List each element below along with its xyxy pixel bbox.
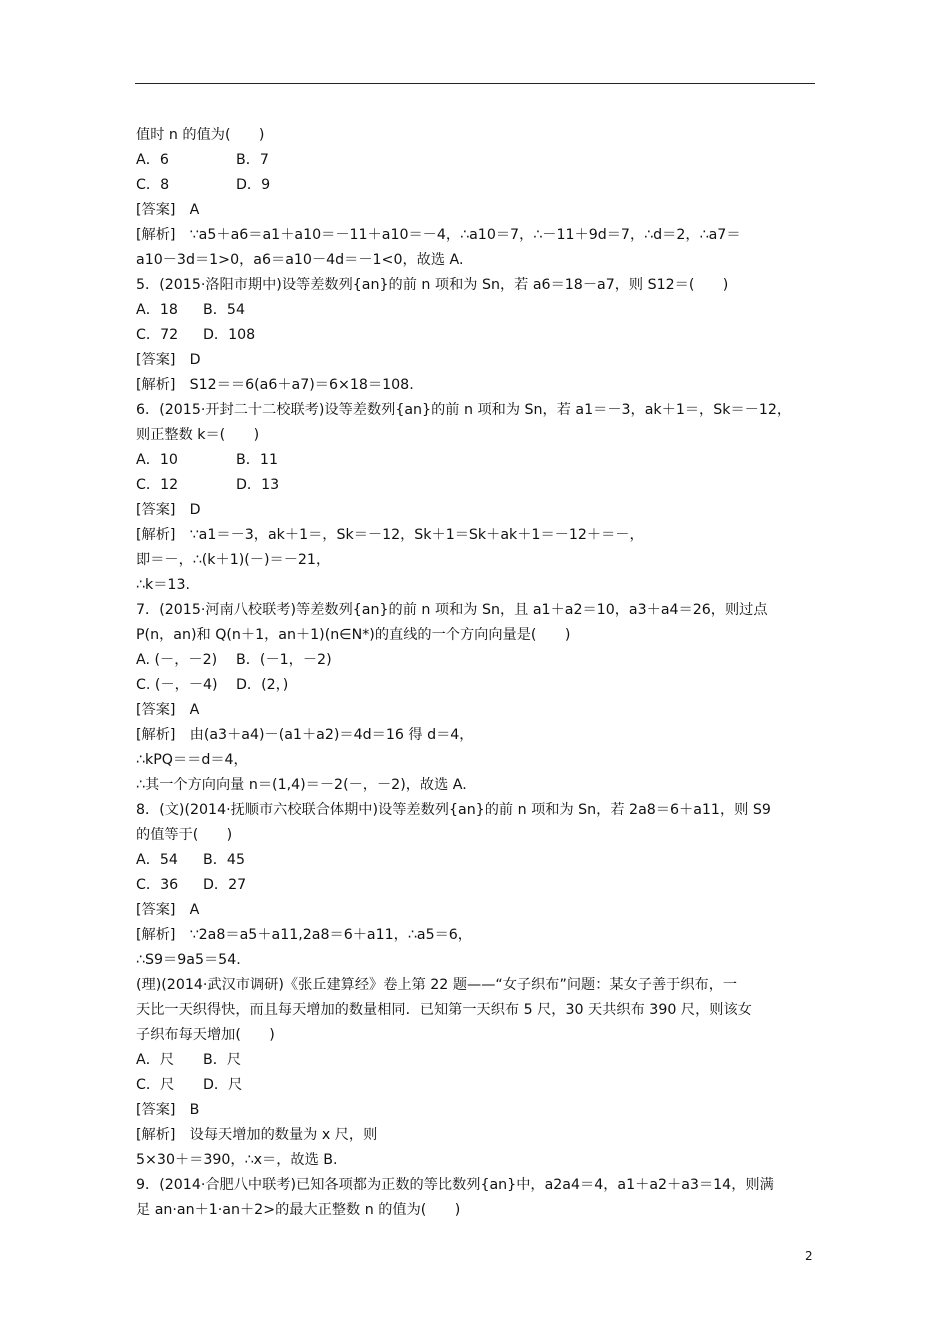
text-line: 5×30＋＝390，∴x＝，故选 B. xyxy=(136,1152,338,1168)
option-d: D．13 xyxy=(236,477,280,493)
option-a: A．54 xyxy=(136,852,178,868)
question-line: 9．(2014·合肥八中联考)已知各项都为正数的等比数列{an}中，a2a4＝4，a1＋a2＋a3＝14，则满 xyxy=(136,1177,774,1193)
question-line: 7．(2015·河南八校联考)等差数列{an}的前 n 项和为 Sn，且 a1＋a2＝10，a3＋a4＝26，则过点 xyxy=(136,602,768,618)
answer-line: [答案] A xyxy=(136,702,200,718)
analysis-line: [解析] S12＝＝6(a6＋a7)＝6×18＝108. xyxy=(136,377,414,393)
analysis-line: [解析] ∵2a8＝a5＋a11,2a8＝6＋a11，∴a5＝6， xyxy=(136,927,472,943)
text-line: ∴kPQ＝＝d＝4， xyxy=(136,752,248,768)
page-number: 2 xyxy=(805,1249,813,1263)
text-line: P(n，an)和 Q(n＋1，an＋1)(n∈N*)的直线的一个方向向量是( ) xyxy=(136,627,571,643)
options-row xyxy=(136,873,816,898)
option-a: A．尺 xyxy=(136,1052,175,1068)
page-content xyxy=(136,123,816,1223)
header-rule xyxy=(135,83,815,84)
text-line: ∴其一个方向向量 n＝(1,4)＝－2(－，－2)，故选 A. xyxy=(136,777,467,793)
answer-line: [答案] D xyxy=(136,352,201,368)
text-line: a10－3d＝1>0，a6＝a10－4d＝－1<0，故选 A. xyxy=(136,252,464,268)
text-line: 则正整数 k＝( ) xyxy=(136,427,260,443)
text-line: 天比一天织得快，而且每天增加的数量相同．已知第一天织布 5 尺，30 天共织布 390 尺，则该女 xyxy=(136,1002,752,1018)
options-row xyxy=(136,473,816,498)
option-b: B．7 xyxy=(236,152,269,168)
options-row xyxy=(136,148,816,173)
text-line: ∴k＝13. xyxy=(136,577,190,593)
text-line: 足 an·an＋1·an＋2>的最大正整数 n 的值为( ) xyxy=(136,1202,461,1218)
option-d: D．尺 xyxy=(203,1077,243,1093)
option-d: D．9 xyxy=(236,177,271,193)
question-line: 8．(文)(2014·抚顺市六校联合体期中)设等差数列{an}的前 n 项和为 Sn，若 2a8＝6＋a11，则 S9 xyxy=(136,802,771,818)
analysis-line: [解析] ∵a1＝－3，ak＋1＝，Sk＝－12，Sk＋1＝Sk＋ak＋1＝－12＋＝－， xyxy=(136,527,644,543)
analysis-line: [解析] 由(a3＋a4)－(a1＋a2)＝4d＝16 得 d＝4， xyxy=(136,727,474,743)
answer-line: [答案] A xyxy=(136,902,200,918)
option-a: A．6 xyxy=(136,152,169,168)
options-row xyxy=(136,848,816,873)
answer-line: [答案] D xyxy=(136,502,201,518)
options-row xyxy=(136,1073,816,1098)
answer-line: [答案] A xyxy=(136,202,200,218)
option-d: D．27 xyxy=(203,877,247,893)
options-row xyxy=(136,1048,816,1073)
option-a: A．18 xyxy=(136,302,178,318)
option-b: B．(－1，－2) xyxy=(236,652,332,668)
option-b: B．尺 xyxy=(203,1052,242,1068)
option-c: C．12 xyxy=(136,477,179,493)
option-d: D．(2，) xyxy=(236,677,289,693)
option-b: B．11 xyxy=(236,452,278,468)
options-row xyxy=(136,448,816,473)
option-c: C．8 xyxy=(136,177,170,193)
option-b: B．45 xyxy=(203,852,245,868)
option-c: C．72 xyxy=(136,327,179,343)
question-line: 6．(2015·开封二十二校联考)设等差数列{an}的前 n 项和为 Sn，若 a1＝－3，ak＋1＝，Sk＝－12， xyxy=(136,402,792,418)
text-line: 子织布每天增加( ) xyxy=(136,1027,275,1043)
analysis-line: [解析] 设每天增加的数量为 x 尺，则 xyxy=(136,1127,378,1143)
analysis-line: [解析] ∵a5＋a6＝a1＋a10＝－11＋a10＝－4，∴a10＝7，∴－11＋9d＝7，∴d＝2，∴a7＝ xyxy=(136,227,741,243)
text-line: 值时 n 的值为( ) xyxy=(136,127,265,143)
text-line: ∴S9＝9a5＝54. xyxy=(136,952,241,968)
option-b: B．54 xyxy=(203,302,245,318)
options-row xyxy=(136,673,816,698)
answer-line: [答案] B xyxy=(136,1102,200,1118)
options-row xyxy=(136,323,816,348)
option-c: C．尺 xyxy=(136,1077,175,1093)
option-a: A. (－，－2) xyxy=(136,652,218,668)
question-line: 5．(2015·洛阳市期中)设等差数列{an}的前 n 项和为 Sn，若 a6＝18－a7，则 S12＝( ) xyxy=(136,277,729,293)
options-row xyxy=(136,173,816,198)
option-c: C．36 xyxy=(136,877,179,893)
text-line: 的值等于( ) xyxy=(136,827,233,843)
option-c: C. (－，－4) xyxy=(136,677,218,693)
option-a: A．10 xyxy=(136,452,178,468)
options-row xyxy=(136,648,816,673)
option-d: D．108 xyxy=(203,327,256,343)
text-line: 即＝－，∴(k＋1)(－)＝－21， xyxy=(136,552,331,568)
question-line: (理)(2014·武汉市调研)《张丘建算经》卷上第 22 题——“女子织布”问题：某女子善于织布，一 xyxy=(136,977,738,993)
options-row xyxy=(136,298,816,323)
